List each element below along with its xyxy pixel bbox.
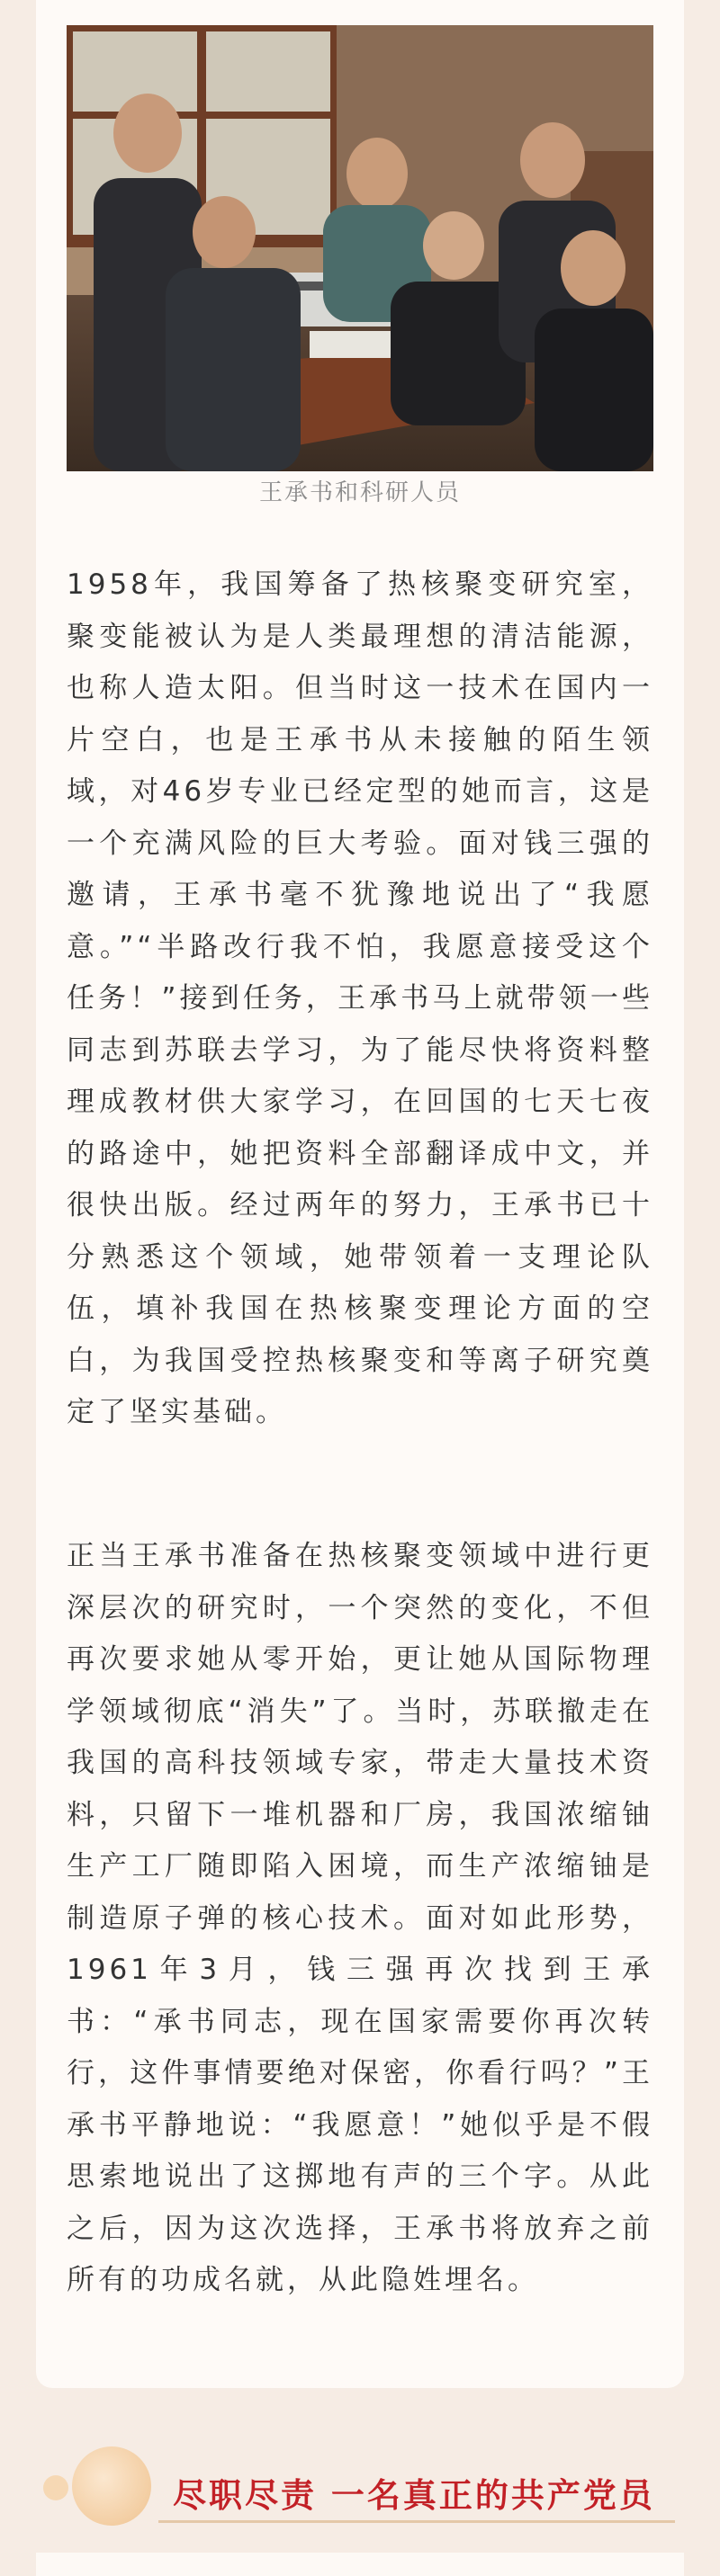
section-underline: [158, 2520, 675, 2523]
photo-illustration: [67, 25, 653, 471]
decorative-dot-small: [43, 2475, 68, 2500]
next-card-edge: [36, 2553, 684, 2576]
section-header: [0, 2428, 720, 2527]
article-paragraph-2: 正当王承书准备在热核聚变领域中进行更深层次的研究时，一个突然的变化，不但再次要求她从零开始，更让她从国际物理学领域彻底“消失”了。当时，苏联撤走在我国的高科技领域专家，带走大量技术资料，只留下一堆机器和厂房，我国浓缩铀生产工厂随即陷入困境，而生产浓缩铀是制造原子弹的核心技术。面对如此形势，1961年3月，钱三强再次找到王承书：“承书同志，现在国家需要你再次转行，这件事情要绝对保密，你看行吗？”王承书平静地说：“我愿意！”她似乎是不假思索地说出了这掷地有声的三个字。从此之后，因为这次选择，王承书将放弃之前所有的功成名就，从此隐姓埋名。: [67, 1540, 653, 2296]
historical-photo: [67, 25, 653, 471]
section-title: 尽职尽责 一名真正的共产党员: [173, 2476, 655, 2515]
decorative-circle: [72, 2446, 151, 2526]
photo-caption: 王承书和科研人员: [258, 479, 461, 506]
article-paragraph-1: 1958年，我国筹备了热核聚变研究室，聚变能被认为是人类最理想的清洁能源，也称人造太阳。但当时这一技术在国内一片空白，也是王承书从未接触的陌生领域，对46岁专业已经定型的她而言，这是一个充满风险的巨大考验。面对钱三强的邀请，王承书毫不犹豫地说出了“我愿意。”“半路改行我不怕，我愿意接受这个任务！”接到任务，王承书马上就带领一些同志到苏联去学习，为了能尽快将资料整理成教材供大家学习，在回国的七天七夜的路途中，她把资料全部翻译成中文，并很快出版。经过两年的努力，王承书已十分熟悉这个领域，她带领着一支理论队伍，填补我国在热核聚变理论方面的空白，为我国受控热核聚变和等离子研究奠定了坚实基础。: [67, 568, 653, 1428]
